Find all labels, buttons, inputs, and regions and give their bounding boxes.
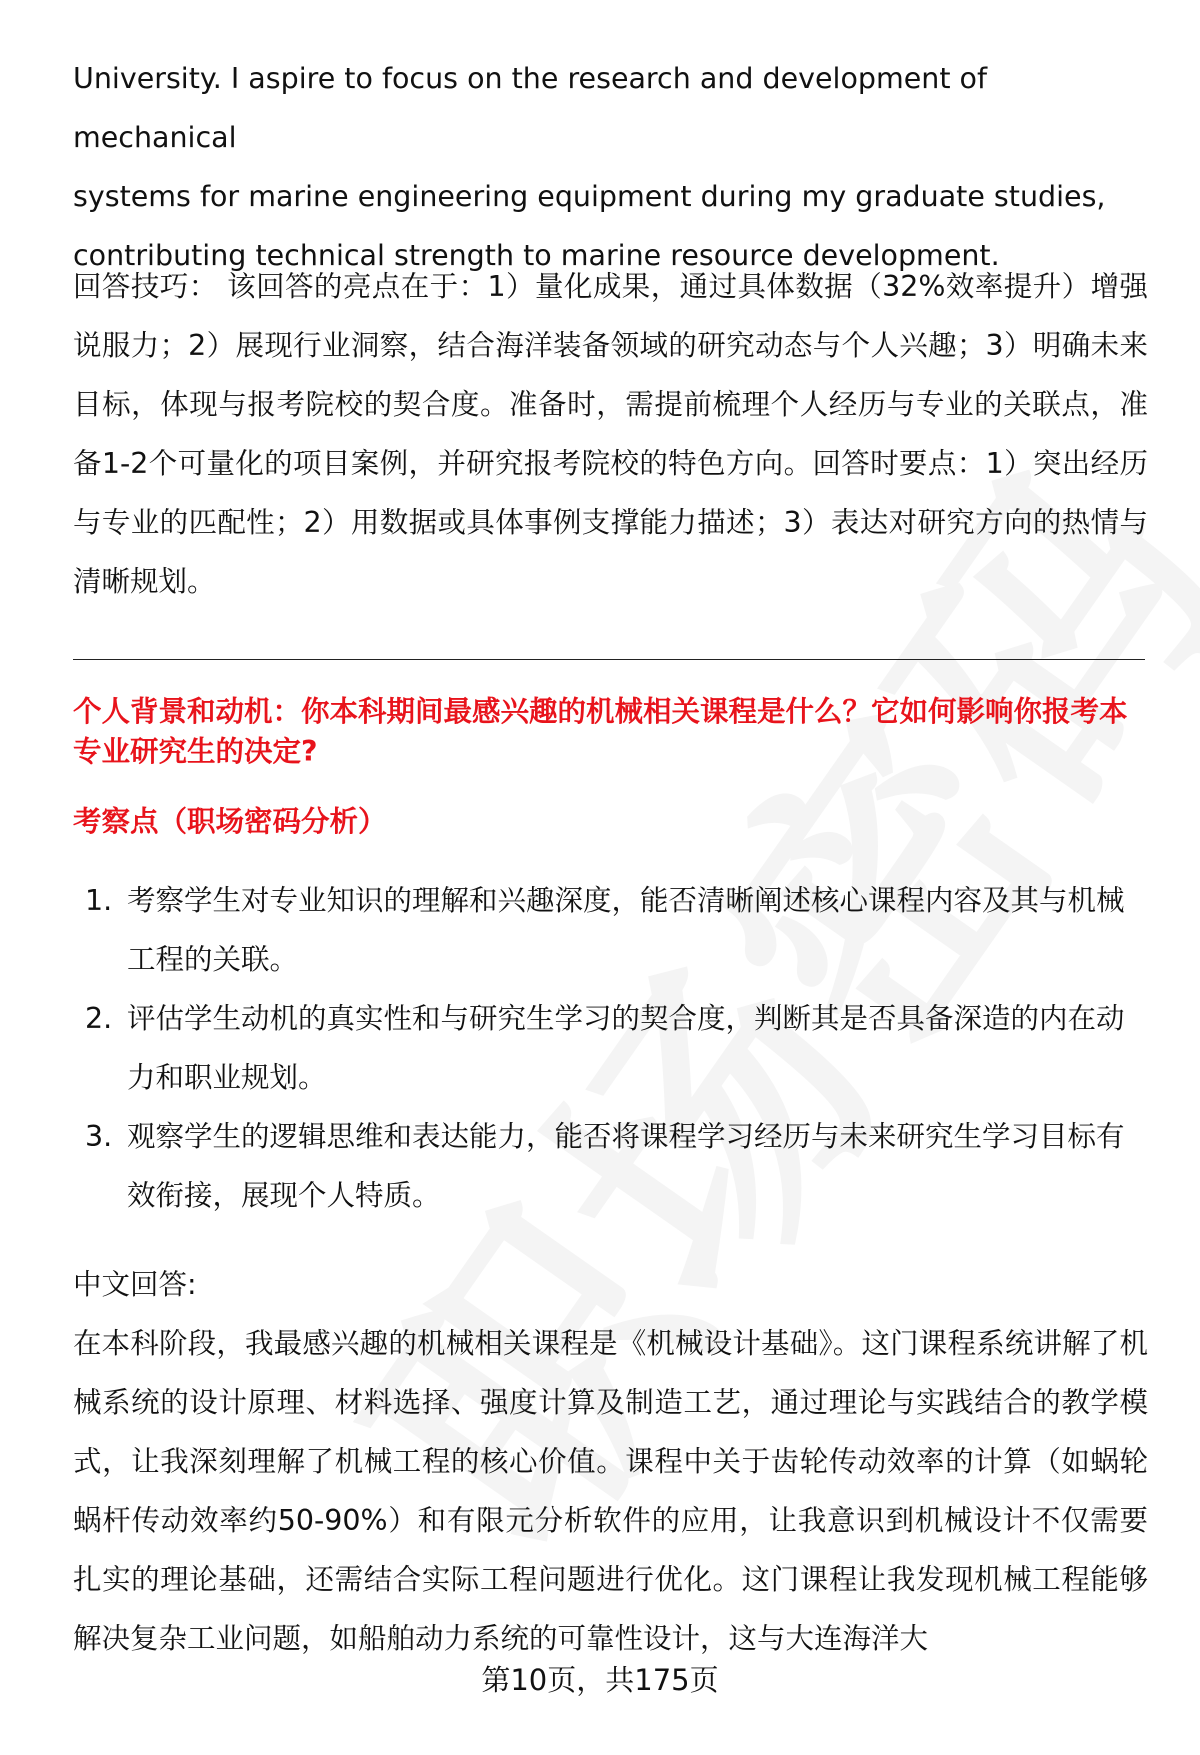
list-text: 考察学生对专业知识的理解和兴趣深度，能否清晰阐述核心课程内容及其与机械工程的关联。 [127,884,1125,976]
text-line: contributing technical strength to marine resource development. [73,239,1000,272]
list-number: 1. [85,884,113,917]
english-answer-paragraph [73,49,1148,285]
list-text: 评估学生动机的真实性和与研究生学习的契合度，判断其是否具备深造的内在动力和职业规划。 [127,1002,1125,1094]
analysis-heading: 考察点（职场密码分析） [73,805,387,838]
list-item [73,1107,1148,1225]
section-divider [73,659,1145,660]
question-heading: 个人背景和动机：你本科期间最感兴趣的机械相关课程是什么？它如何影响你报考本专业研究生的决定? [73,695,1128,768]
chinese-answer-label: 中文回答: [73,1268,197,1301]
text-line: University. I aspire to focus on the research and development of mechanical [73,62,988,154]
page-footer: 第10页，共175页 [481,1663,719,1697]
list-number: 2. [85,1002,113,1035]
list-text: 观察学生的逻辑思维和表达能力，能否将课程学习经历与未来研究生学习目标有效衔接，展现个人特质。 [127,1120,1125,1212]
analysis-points-list [73,871,1148,1225]
answer-tips-paragraph: 回答技巧： 该回答的亮点在于：1）量化成果，通过具体数据（32%效率提升）增强说服力；2）展现行业洞察，结合海洋装备领域的研究动态与个人兴趣；3）明确未来目标，体现与报考院校的契合度。准备时，需提前梳理个人经历与专业的关联点，准备1-2个可量化的项目案例，并研究报考院校的特色方向。回答时要点：1）突出经历与专业的匹配性；2）用数据或具体事例支撑能力描述；3）表达对研究方向的热情与清晰规划。 [73,270,1148,598]
text-line: systems for marine engineering equipment during my graduate studies, [73,180,1106,213]
list-number: 3. [85,1120,113,1153]
chinese-answer-paragraph: 在本科阶段，我最感兴趣的机械相关课程是《机械设计基础》。这门课程系统讲解了机械系统的设计原理、材料选择、强度计算及制造工艺，通过理论与实践结合的教学模式，让我深刻理解了机械工程的核心价值。课程中关于齿轮传动效率的计算（如蜗轮蜗杆传动效率约50-90%）和有限元分析软件的应用，让我意识到机械设计不仅需要扎实的理论基础，还需结合实际工程问题进行优化。这门课程让我发现机械工程能够解决复杂工业问题，如船舶动力系统的可靠性设计，这与大连海洋大 [73,1327,1148,1655]
list-item [73,871,1148,989]
list-item [73,989,1148,1107]
